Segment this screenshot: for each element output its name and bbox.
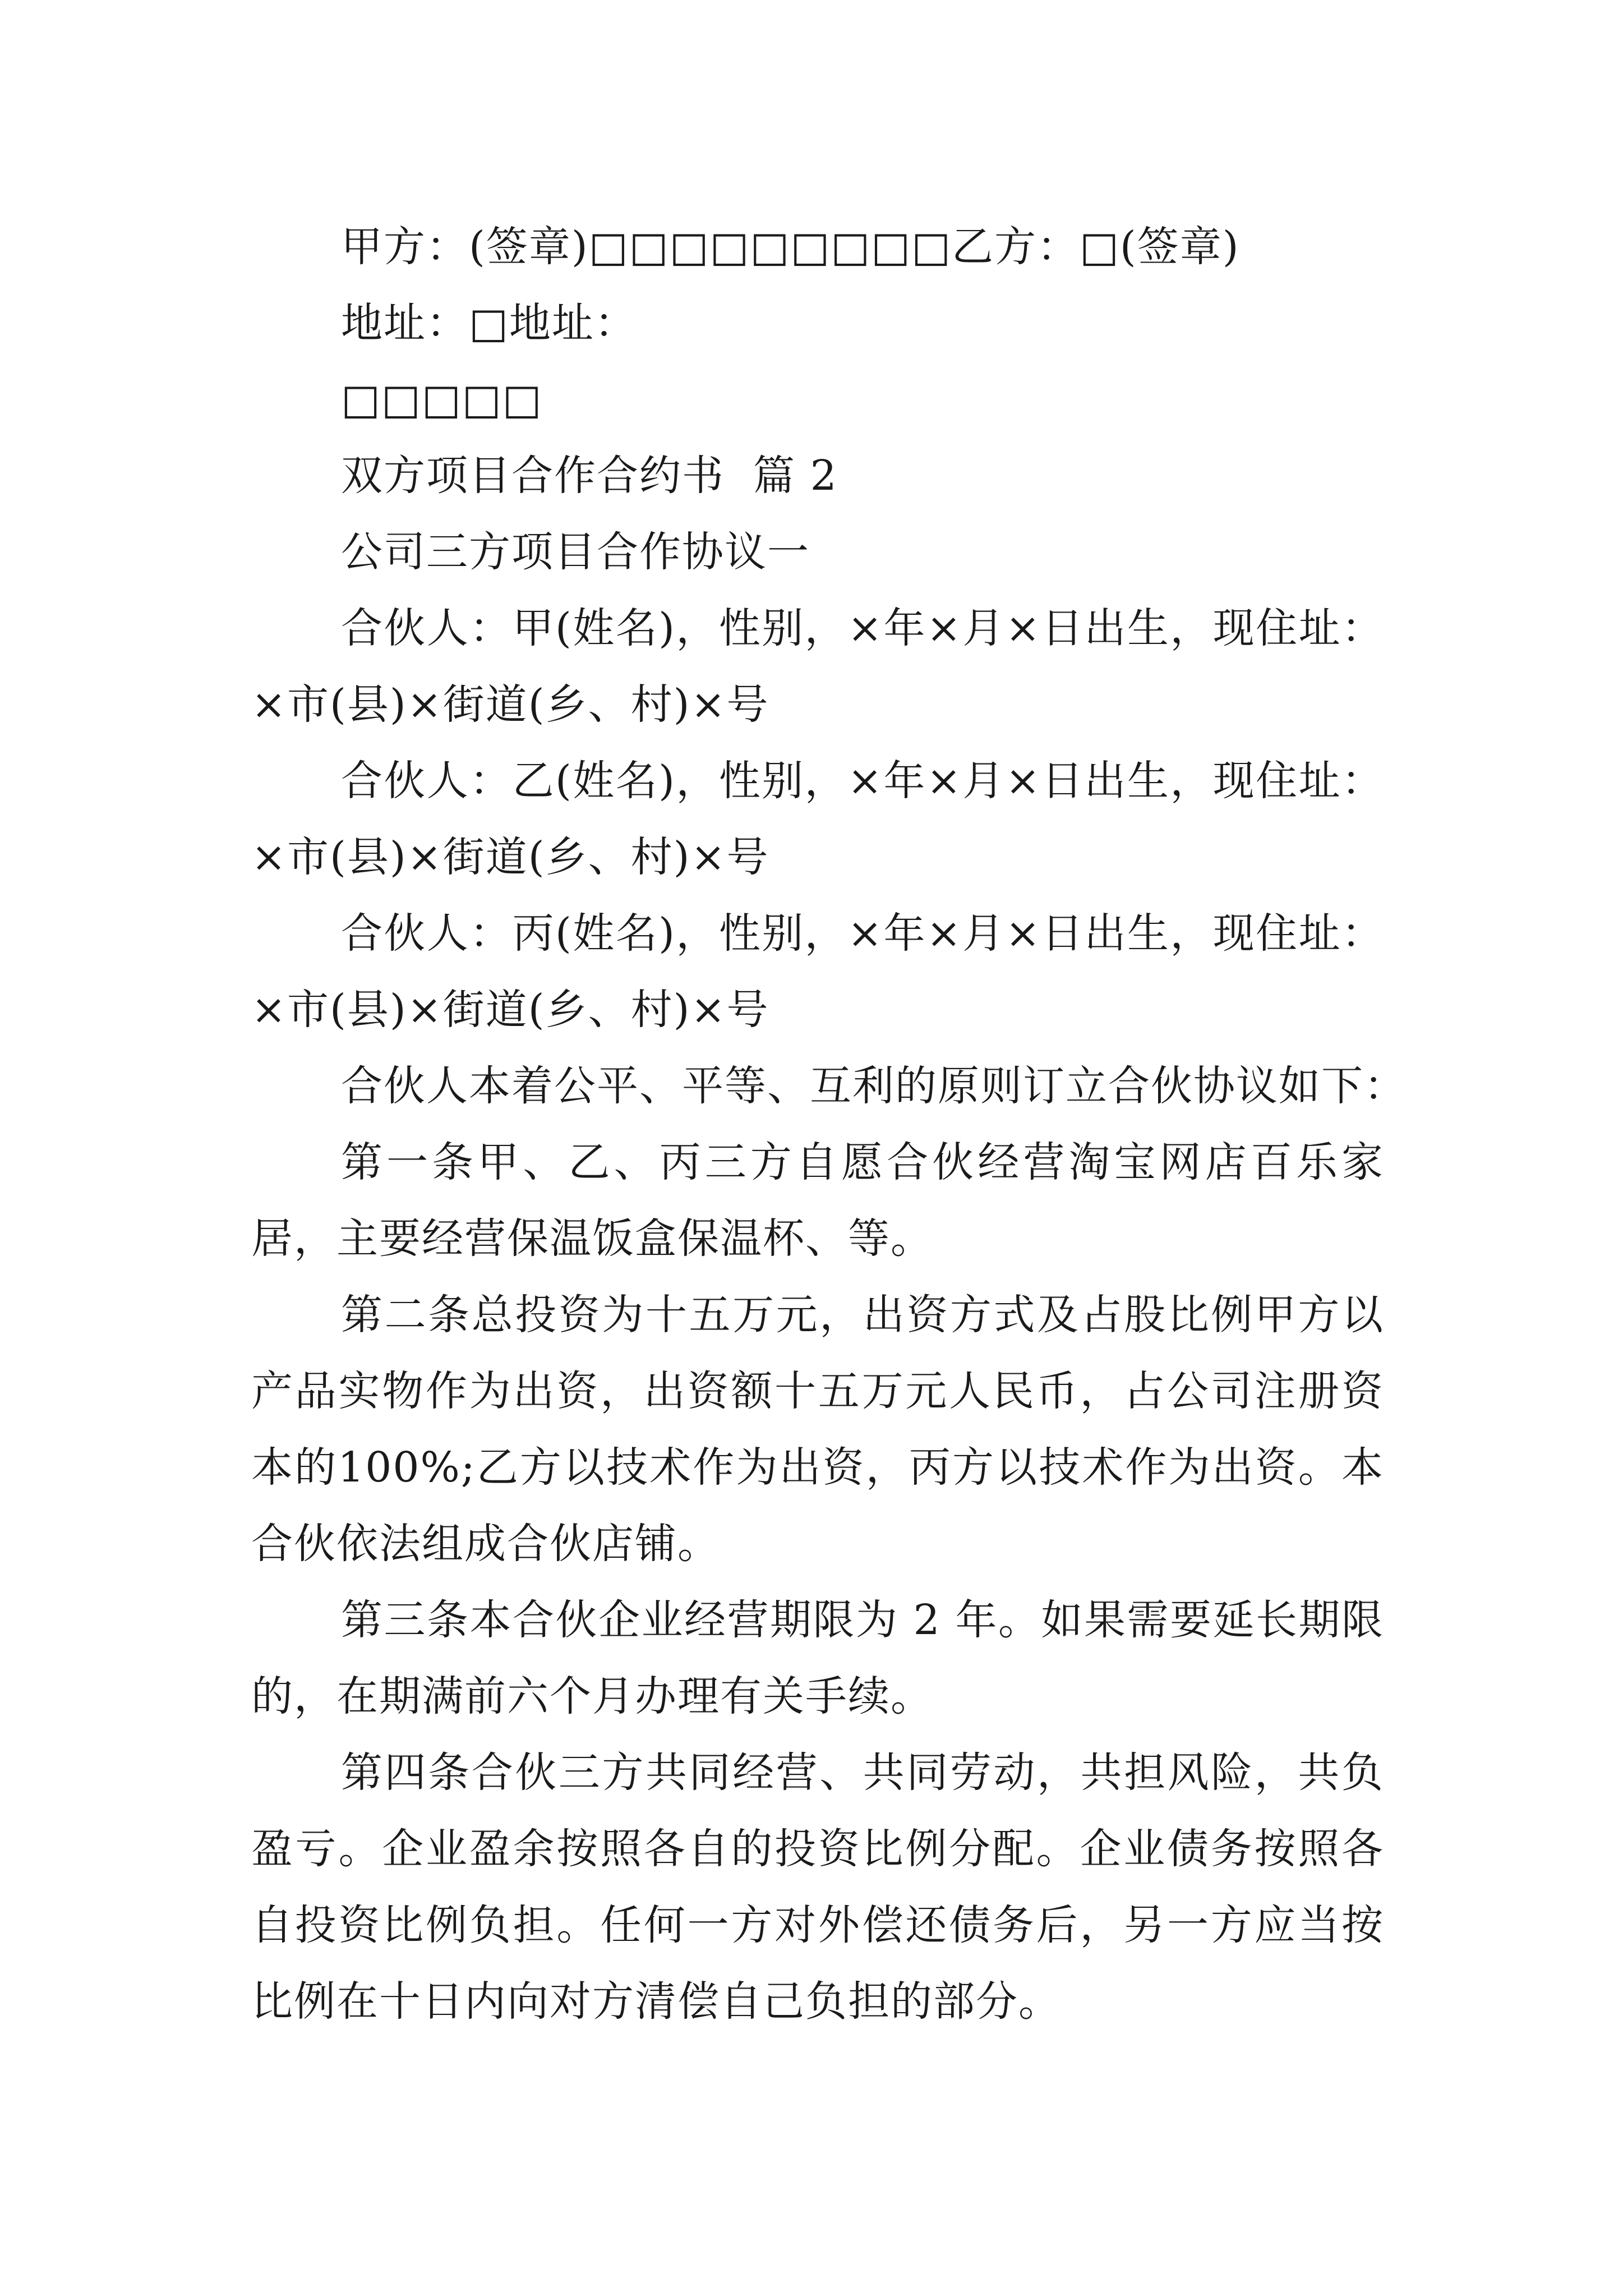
article-1: 第一条甲、乙、丙三方自愿合伙经营淘宝网店百乐家居，主要经营保温饭盒保温杯、等。 xyxy=(251,1138,1384,1263)
signature-line-blanks: □□□□□ xyxy=(341,375,543,424)
signature-line-parties: 甲方：(签章)□□□□□□□□□乙方：□(签章) xyxy=(341,223,1240,271)
article-4: 第四条合伙三方共同经营、共同劳动，共担风险，共负盈亏。企业盈余按照各自的投资比例分配。企业债务按照各自投资比例负担。任何一方对外偿还债务后，另一方应当按比例在十日内向对方清偿自己负担的部分。 xyxy=(251,1749,1384,2026)
partner-paragraph-c: 合伙人：丙(姓名)，性别，×年×月×日出生，现住址：×市(县)×街道(乡、村)×号 xyxy=(251,909,1384,1034)
section-subheading: 公司三方项目合作协议一 xyxy=(341,528,810,576)
article-3: 第三条本合伙企业经营期限为 2 年。如果需要延长期限的，在期满前六个月办理有关手续。 xyxy=(251,1596,1384,1720)
intro-paragraph: 合伙人本着公平、平等、互利的原则订立合伙协议如下： xyxy=(341,1062,1407,1110)
section-heading: 双方项目合作合约书 篇 2 xyxy=(341,452,838,500)
signature-line-address: 地址：□地址： xyxy=(341,299,637,347)
document-body xyxy=(251,209,1407,2040)
partner-paragraph-a: 合伙人：甲(姓名)，性别，×年×月×日出生，现住址：×市(县)×街道(乡、村)×号 xyxy=(251,604,1384,729)
article-2: 第二条总投资为十五万元，出资方式及占股比例甲方以产品实物作为出资，出资额十五万元人民币，占公司注册资本的100%;乙方以技术作为出资，丙方以技术作为出资。本合伙依法组成合伙店铺。 xyxy=(251,1291,1384,1568)
partner-paragraph-b: 合伙人：乙(姓名)，性别，×年×月×日出生，现住址：×市(县)×街道(乡、村)×号 xyxy=(251,757,1384,881)
